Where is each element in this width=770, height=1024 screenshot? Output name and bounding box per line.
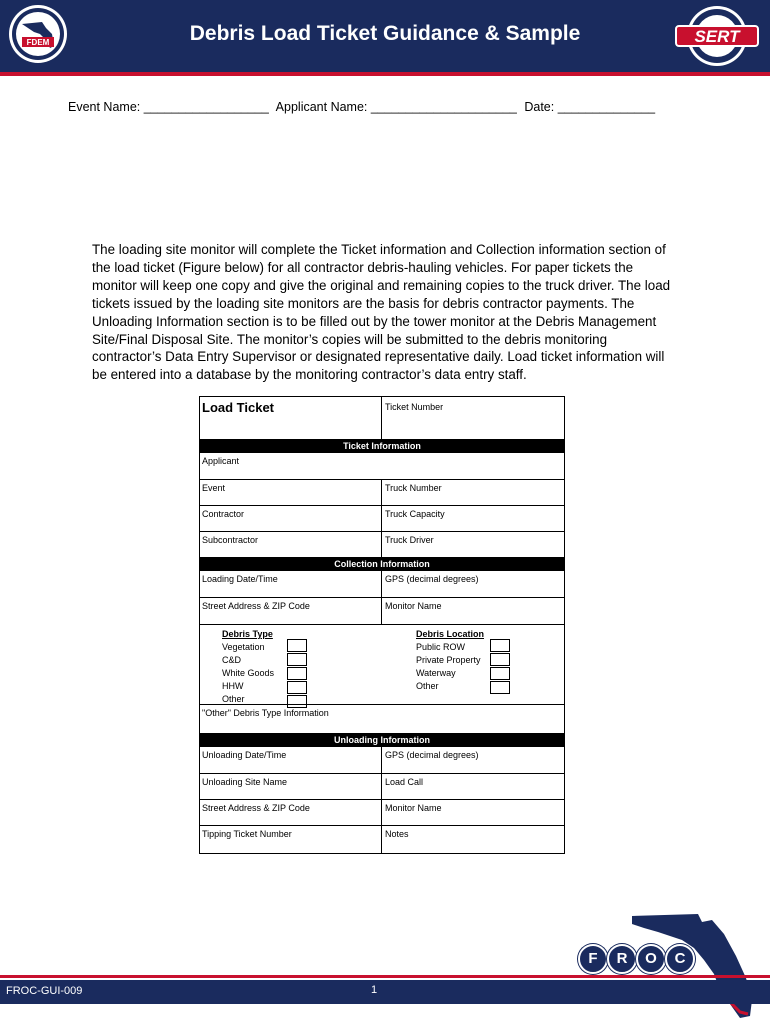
load-ticket-sample (199, 396, 565, 854)
subcontractor-label: Subcontractor (202, 535, 259, 545)
notes-label: Notes (385, 829, 409, 839)
unloading-row (200, 747, 564, 774)
footer-bar (0, 980, 770, 1004)
checkbox[interactable] (490, 667, 510, 680)
event-row (200, 480, 564, 506)
contractor-label: Contractor (202, 509, 245, 519)
debris-location-header: Debris Location (416, 629, 485, 639)
gps-label: GPS (decimal degrees) (385, 574, 479, 584)
ticket-title: Load Ticket (202, 400, 275, 415)
debris-type-item: Other (222, 694, 245, 704)
froc-letter: O (636, 944, 666, 974)
froc-letter: F (578, 944, 608, 974)
event-name-label: Event Name: __________________ (68, 100, 269, 114)
ticket-number-label: Ticket Number (385, 402, 444, 412)
checkbox[interactable] (287, 653, 307, 666)
truck-driver-label: Truck Driver (385, 535, 434, 545)
debris-location-item: Private Property (416, 655, 481, 665)
document-code: FROC-GUI-009 (6, 985, 83, 997)
debris-location-item: Other (416, 681, 439, 691)
contractor-row (200, 506, 564, 532)
other-debris-label: "Other" Debris Type Information (202, 708, 329, 718)
debris-type-item: White Goods (222, 668, 275, 678)
checkbox[interactable] (287, 681, 307, 694)
ticket-title-row (200, 397, 564, 439)
checkbox[interactable] (287, 667, 307, 680)
checkbox[interactable] (490, 653, 510, 666)
debris-location-item: Public ROW (416, 642, 466, 652)
svg-text:SERT: SERT (694, 27, 740, 46)
page-number: 1 (371, 984, 378, 996)
subcontractor-row (200, 532, 564, 557)
loading-row (200, 571, 564, 598)
tipping-row (200, 826, 564, 853)
debris-location-checkboxes (490, 639, 510, 695)
ticket-information-header: Ticket Information (200, 439, 564, 453)
debris-type-item: C&D (222, 655, 242, 665)
debris-block (200, 625, 564, 705)
truck-number-label: Truck Number (385, 483, 442, 493)
other-debris-row (200, 705, 564, 732)
debris-type-list (222, 628, 274, 706)
checkbox[interactable] (287, 639, 307, 652)
unloading-address-row (200, 800, 564, 826)
event-info-line (68, 100, 659, 114)
tipping-ticket-label: Tipping Ticket Number (202, 829, 292, 839)
svg-text:FDEM: FDEM (26, 38, 50, 47)
checkbox[interactable] (490, 639, 510, 652)
debris-type-item: Vegetation (222, 642, 265, 652)
load-call-label: Load Call (385, 777, 424, 787)
street-address-row (200, 598, 564, 625)
applicant-label: Applicant (202, 456, 240, 466)
collection-information-header: Collection Information (200, 557, 564, 571)
debris-type-header: Debris Type (222, 629, 273, 639)
loading-datetime-label: Loading Date/Time (202, 574, 278, 584)
unloading-site-label: Unloading Site Name (202, 777, 288, 787)
debris-type-checkboxes (287, 639, 307, 709)
truck-capacity-label: Truck Capacity (385, 509, 445, 519)
froc-letter: C (665, 944, 695, 974)
street-address-label: Street Address & ZIP Code (202, 803, 310, 813)
gps-label: GPS (decimal degrees) (385, 750, 479, 760)
unloading-site-row (200, 774, 564, 800)
date-label: Date: ______________ (524, 100, 656, 114)
page-title: Debris Load Ticket Guidance & Sample (189, 22, 581, 45)
header-red-stripe (0, 72, 770, 76)
sert-logo (672, 4, 762, 68)
guidance-paragraph: The loading site monitor will complete the Ticket information and Collection information section of the load ticket (Figure below) for all contractor debris-hauling vehicles. For paper tickets the monitor will keep one copy and give the original and remaining copies to the truck driver. The load tickets issued by the loading site monitors are the basis for debris contractor payments. The Unloading Information section is to be filled out by the tower monitor at the Debris Management Site/Final Disposal Site. The monitor’s copies will be submitted to the debris monitoring contractor’s Data Entry Supervisor or designated representative daily. Load ticket information will be entered into a database by the monitoring contractor’s data entry staff. (92, 242, 671, 383)
unloading-datetime-label: Unloading Date/Time (202, 750, 287, 760)
applicant-name-label: Applicant Name: _____________________ (275, 100, 517, 114)
event-label: Event (202, 483, 226, 493)
checkbox[interactable] (490, 681, 510, 694)
debris-type-item: HHW (222, 681, 244, 691)
froc-letter: R (607, 944, 637, 974)
monitor-name-label: Monitor Name (385, 803, 442, 813)
froc-logo (578, 944, 694, 972)
debris-location-item: Waterway (416, 668, 456, 678)
debris-location-list (416, 628, 484, 693)
street-address-label: Street Address & ZIP Code (202, 601, 310, 611)
applicant-row (200, 453, 564, 480)
footer-red-stripe (0, 975, 770, 978)
unloading-information-header: Unloading Information (200, 733, 564, 747)
monitor-name-label: Monitor Name (385, 601, 442, 611)
